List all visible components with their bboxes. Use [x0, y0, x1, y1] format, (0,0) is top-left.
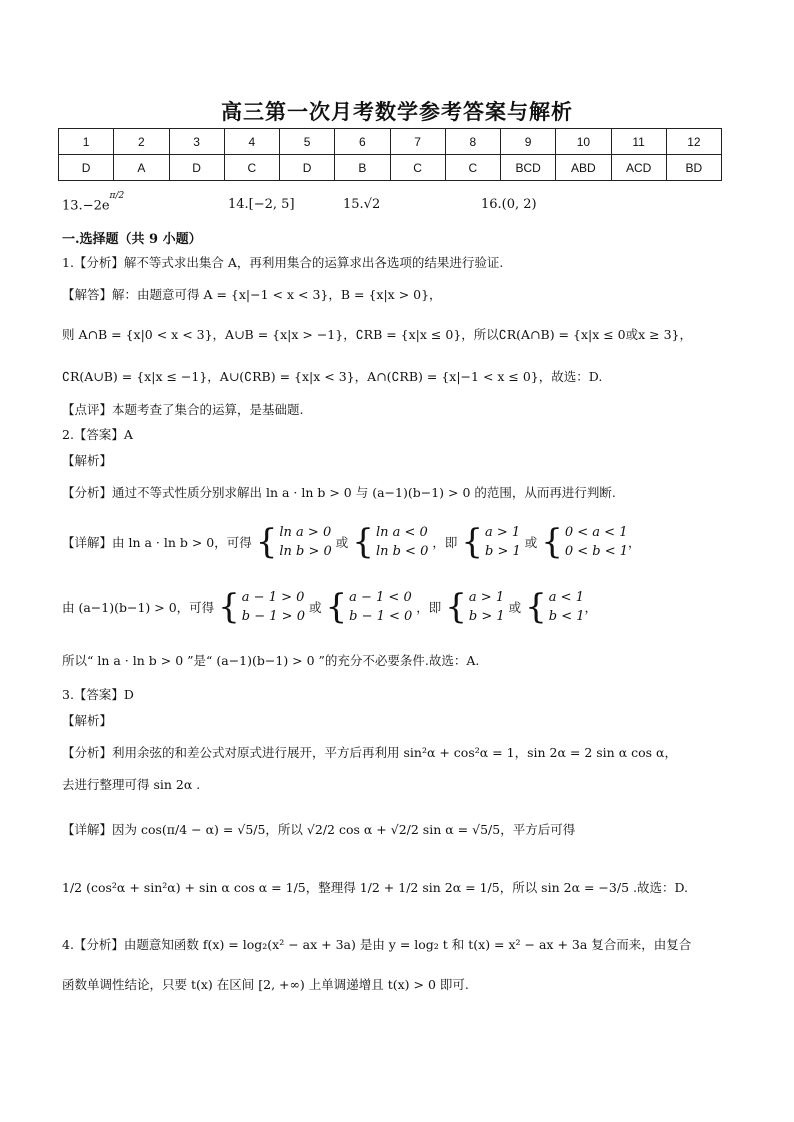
answer-table-answer-cell: ACD: [611, 155, 666, 181]
answer-table-answer-cell: D: [59, 155, 114, 181]
answer-table-answer-cell: C: [224, 155, 279, 181]
q13-value: −2e: [82, 198, 110, 214]
answer-table-answer-cell: A: [114, 155, 169, 181]
cases-2a: a − 1 > 0 b − 1 > 0: [241, 590, 305, 624]
fill-q14: 14.[−2, 5]: [228, 197, 295, 212]
answer-table-number-cell: 3: [169, 129, 224, 155]
q3-jiexi: 【解析】: [62, 713, 113, 728]
q2-answer: 2.【答案】A: [62, 427, 133, 442]
q1-solution-line2: 则 A∩B = {x|0 < x < 3}，A∪B = {x|x > −1}，∁RB = {x|x ≤ 0}，所以∁R(A∩B) = {x|x ≤ 0或x ≥ 3}，: [62, 327, 693, 342]
answer-table: [58, 128, 722, 181]
answer-table-number-cell: 1: [59, 129, 114, 155]
answer-table-answer-cell: BD: [666, 155, 721, 181]
answer-table-number-cell: 10: [556, 129, 611, 155]
q1-solution-line3: ∁R(A∪B) = {x|x ≤ −1}，A∪(∁RB) = {x|x < 3}，A∩(∁RB) = {x|−1 < x ≤ 0}，故选：D.: [62, 369, 603, 384]
q3-answer: 3.【答案】D: [62, 687, 134, 702]
q2-conclusion: 所以“ ln a · ln b > 0 ”是“ (a−1)(b−1) > 0 ”的充分不必要条件.故选：A.: [62, 653, 480, 668]
cases-1b: ln a < 0 ln b < 0: [375, 525, 429, 559]
q3-detail-line1: 【详解】因为 cos(π/4 − α) = √5/5，所以 √2/2 cos α + √2/2 sin α = √5/5，平方后可得: [62, 822, 576, 837]
answer-table-number-cell: 8: [445, 129, 500, 155]
answer-table-number-cell: 4: [224, 129, 279, 155]
page-title: 高三第一次月考数学参考答案与解析: [221, 99, 573, 124]
fill-q15: 15.√2: [343, 197, 381, 212]
cases-2b: a − 1 < 0 b − 1 < 0: [349, 590, 413, 624]
cases-1c: a > 1 b > 1: [484, 525, 521, 559]
answer-table-answer-row: [59, 155, 722, 181]
answer-table-number-cell: 7: [390, 129, 445, 155]
q2-detail-line2: 由 (a−1)(b−1) > 0，可得 { a − 1 > 0 b − 1 > 0 或 { a − 1 < 0 b − 1 < 0 ，即 { a > 1 b > 1 或 { a < 1 b < 1，: [62, 587, 598, 627]
q1-solution-line1: 【解答】解：由题意可得 A = {x|−1 < x < 3}，B = {x|x > 0}，: [62, 287, 442, 302]
cases-1d: 0 < a < 1 0 < b < 1: [564, 525, 629, 559]
answer-table-answer-cell: C: [445, 155, 500, 181]
answer-table-answer-cell: BCD: [501, 155, 556, 181]
q4-analysis-line1: 4.【分析】由题意知函数 f(x) = log₂(x² − ax + 3a) 是由 y = log₂ t 和 t(x) = x² − ax + 3a 复合而来，由复合: [62, 937, 692, 952]
fill-q16: 16.(0, 2): [481, 197, 537, 212]
q4-analysis-line2: 函数单调性结论，只要 t(x) 在区间 [2, +∞) 上单调递增且 t(x) > 0 即可.: [62, 977, 469, 992]
answer-table-answer-cell: ABD: [556, 155, 611, 181]
cases-1a: ln a > 0 ln b > 0: [279, 525, 332, 559]
q3-analysis-line1: 【分析】利用余弦的和差公式对原式进行展开，平方后再利用 sin²α + cos²α = 1，sin 2α = 2 sin α cos α，: [62, 745, 677, 760]
q3-detail-line2: 1/2 (cos²α + sin²α) + sin α cos α = 1/5，整理得 1/2 + 1/2 sin 2α = 1/5，所以 sin 2α = −3/5 .故选：D.: [62, 880, 689, 895]
section-heading-choice: 一.选择题（共 9 小题）: [62, 232, 202, 247]
q13-label: 13.: [62, 198, 83, 214]
answer-table-number-row: [59, 129, 722, 155]
cases-2d: a < 1 b < 1: [548, 590, 585, 624]
answer-table-number-cell: 9: [501, 129, 556, 155]
answer-table-number-cell: 11: [611, 129, 666, 155]
answer-table-number-cell: 2: [114, 129, 169, 155]
answer-table-answer-cell: D: [169, 155, 224, 181]
q3-analysis-line2: 去进行整理可得 sin 2α .: [62, 777, 201, 792]
answer-table-answer-cell: D: [280, 155, 335, 181]
answer-table-number-cell: 6: [335, 129, 390, 155]
cases-2c: a > 1 b > 1: [468, 590, 505, 624]
q1-comment: 【点评】本题考查了集合的运算，是基础题.: [62, 402, 304, 417]
answer-table-number-cell: 12: [666, 129, 721, 155]
q2-jiexi: 【解析】: [62, 453, 113, 468]
q2-detail-line1: 【详解】由 ln a · ln b > 0，可得 { ln a > 0 ln b > 0 或 { ln a < 0 ln b < 0 ，即 { a > 1 b > 1 或 { 0 < a < 1 0 < b < 1，: [62, 522, 641, 562]
answer-table-answer-cell: B: [335, 155, 390, 181]
answer-table-number-cell: 5: [280, 129, 335, 155]
q1-analysis: 1.【分析】解不等式求出集合 A，再利用集合的运算求出各选项的结果进行验证.: [62, 255, 504, 270]
q2-analysis: 【分析】通过不等式性质分别求解出 ln a · ln b > 0 与 (a−1)(b−1) > 0 的范围，从而再进行判断.: [62, 485, 616, 500]
q13-exponent: π/2: [109, 191, 125, 201]
answer-table-answer-cell: C: [390, 155, 445, 181]
